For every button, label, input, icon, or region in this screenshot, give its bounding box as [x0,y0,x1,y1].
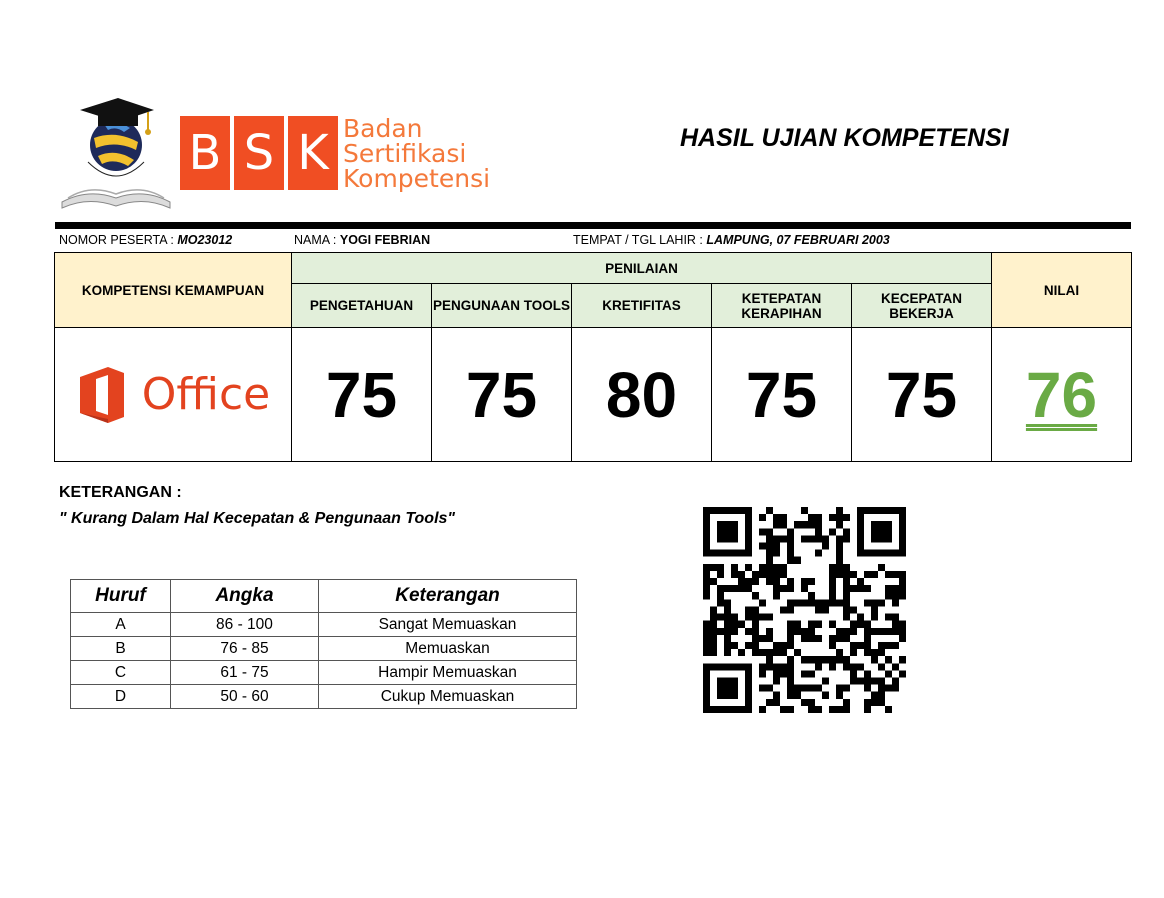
criteria-knowledge: PENGETAHUAN [292,284,432,328]
bsk-letter-b: B [180,116,230,190]
score-accuracy: 75 [712,328,852,462]
participant-birth [573,233,890,247]
participant-birth-label: TEMPAT / TGL LAHIR : [573,233,703,247]
grade-description: Cukup Memuaskan [319,685,577,709]
criteria-speed: KECEPATAN BEKERJA [852,284,992,328]
grade-letter: B [71,637,171,661]
participant-name-label: NAMA : [294,233,337,247]
participant-number [59,233,232,247]
score-header: NILAI [992,253,1132,328]
final-score-cell [992,328,1132,462]
bsk-letter-s: S [234,116,284,190]
header-divider [55,222,1131,229]
bsk-logo [180,116,510,196]
grade-letter: C [71,661,171,685]
bsk-line-1: Badan [343,114,423,143]
remarks-heading: KETERANGAN : [59,484,182,501]
grade-row [71,685,577,709]
score-tools: 75 [432,328,572,462]
grade-row [71,661,577,685]
score-creativity: 80 [572,328,712,462]
participant-birth-value: LAMPUNG, 07 FEBRUARI 2003 [706,233,890,247]
grade-range: 50 - 60 [171,685,319,709]
grade-row [71,637,577,661]
participant-name-value: YOGI FEBRIAN [339,233,431,247]
final-score: 76 [1025,358,1098,431]
office-icon [76,367,128,423]
grade-header-letter: Huruf [71,580,171,613]
bsk-line-2: Sertifikasi [343,139,467,168]
competency-name: Office [141,369,271,420]
bsk-letter-k: K [288,116,338,190]
remarks-text: " Kurang Dalam Hal Kecepatan & Pengunaan Tools" [59,510,455,527]
office-logo [55,328,292,462]
participant-number-label: NOMOR PESERTA : [59,233,174,247]
participant-name [294,233,430,247]
grade-description: Hampir Memuaskan [319,661,577,685]
grade-header-description: Keterangan [319,580,577,613]
score-table [54,252,1132,462]
grade-range: 76 - 85 [171,637,319,661]
criteria-tools: PENGUNAAN TOOLS [432,284,572,328]
grade-row [71,613,577,637]
document-title: HASIL UJIAN KOMPETENSI [680,124,1009,152]
grade-letter: D [71,685,171,709]
assessment-header: PENILAIAN [292,253,992,284]
score-knowledge: 75 [292,328,432,462]
bsk-line-3: Kompetensi [343,164,491,193]
grade-letter: A [71,613,171,637]
grade-table [70,579,577,709]
grade-header-number: Angka [171,580,319,613]
participant-number-value: MO23012 [177,233,233,247]
grade-description: Memuaskan [319,637,577,661]
grade-range: 61 - 75 [171,661,319,685]
qr-code[interactable] [703,507,906,713]
grade-description: Sangat Memuaskan [319,613,577,637]
criteria-accuracy: KETEPATAN KERAPIHAN [712,284,852,328]
competency-header: KOMPETENSI KEMAMPUAN [55,253,292,328]
criteria-creativity: KRETIFITAS [572,284,712,328]
grade-range: 86 - 100 [171,613,319,637]
academy-logo [58,90,174,210]
score-speed: 75 [852,328,992,462]
